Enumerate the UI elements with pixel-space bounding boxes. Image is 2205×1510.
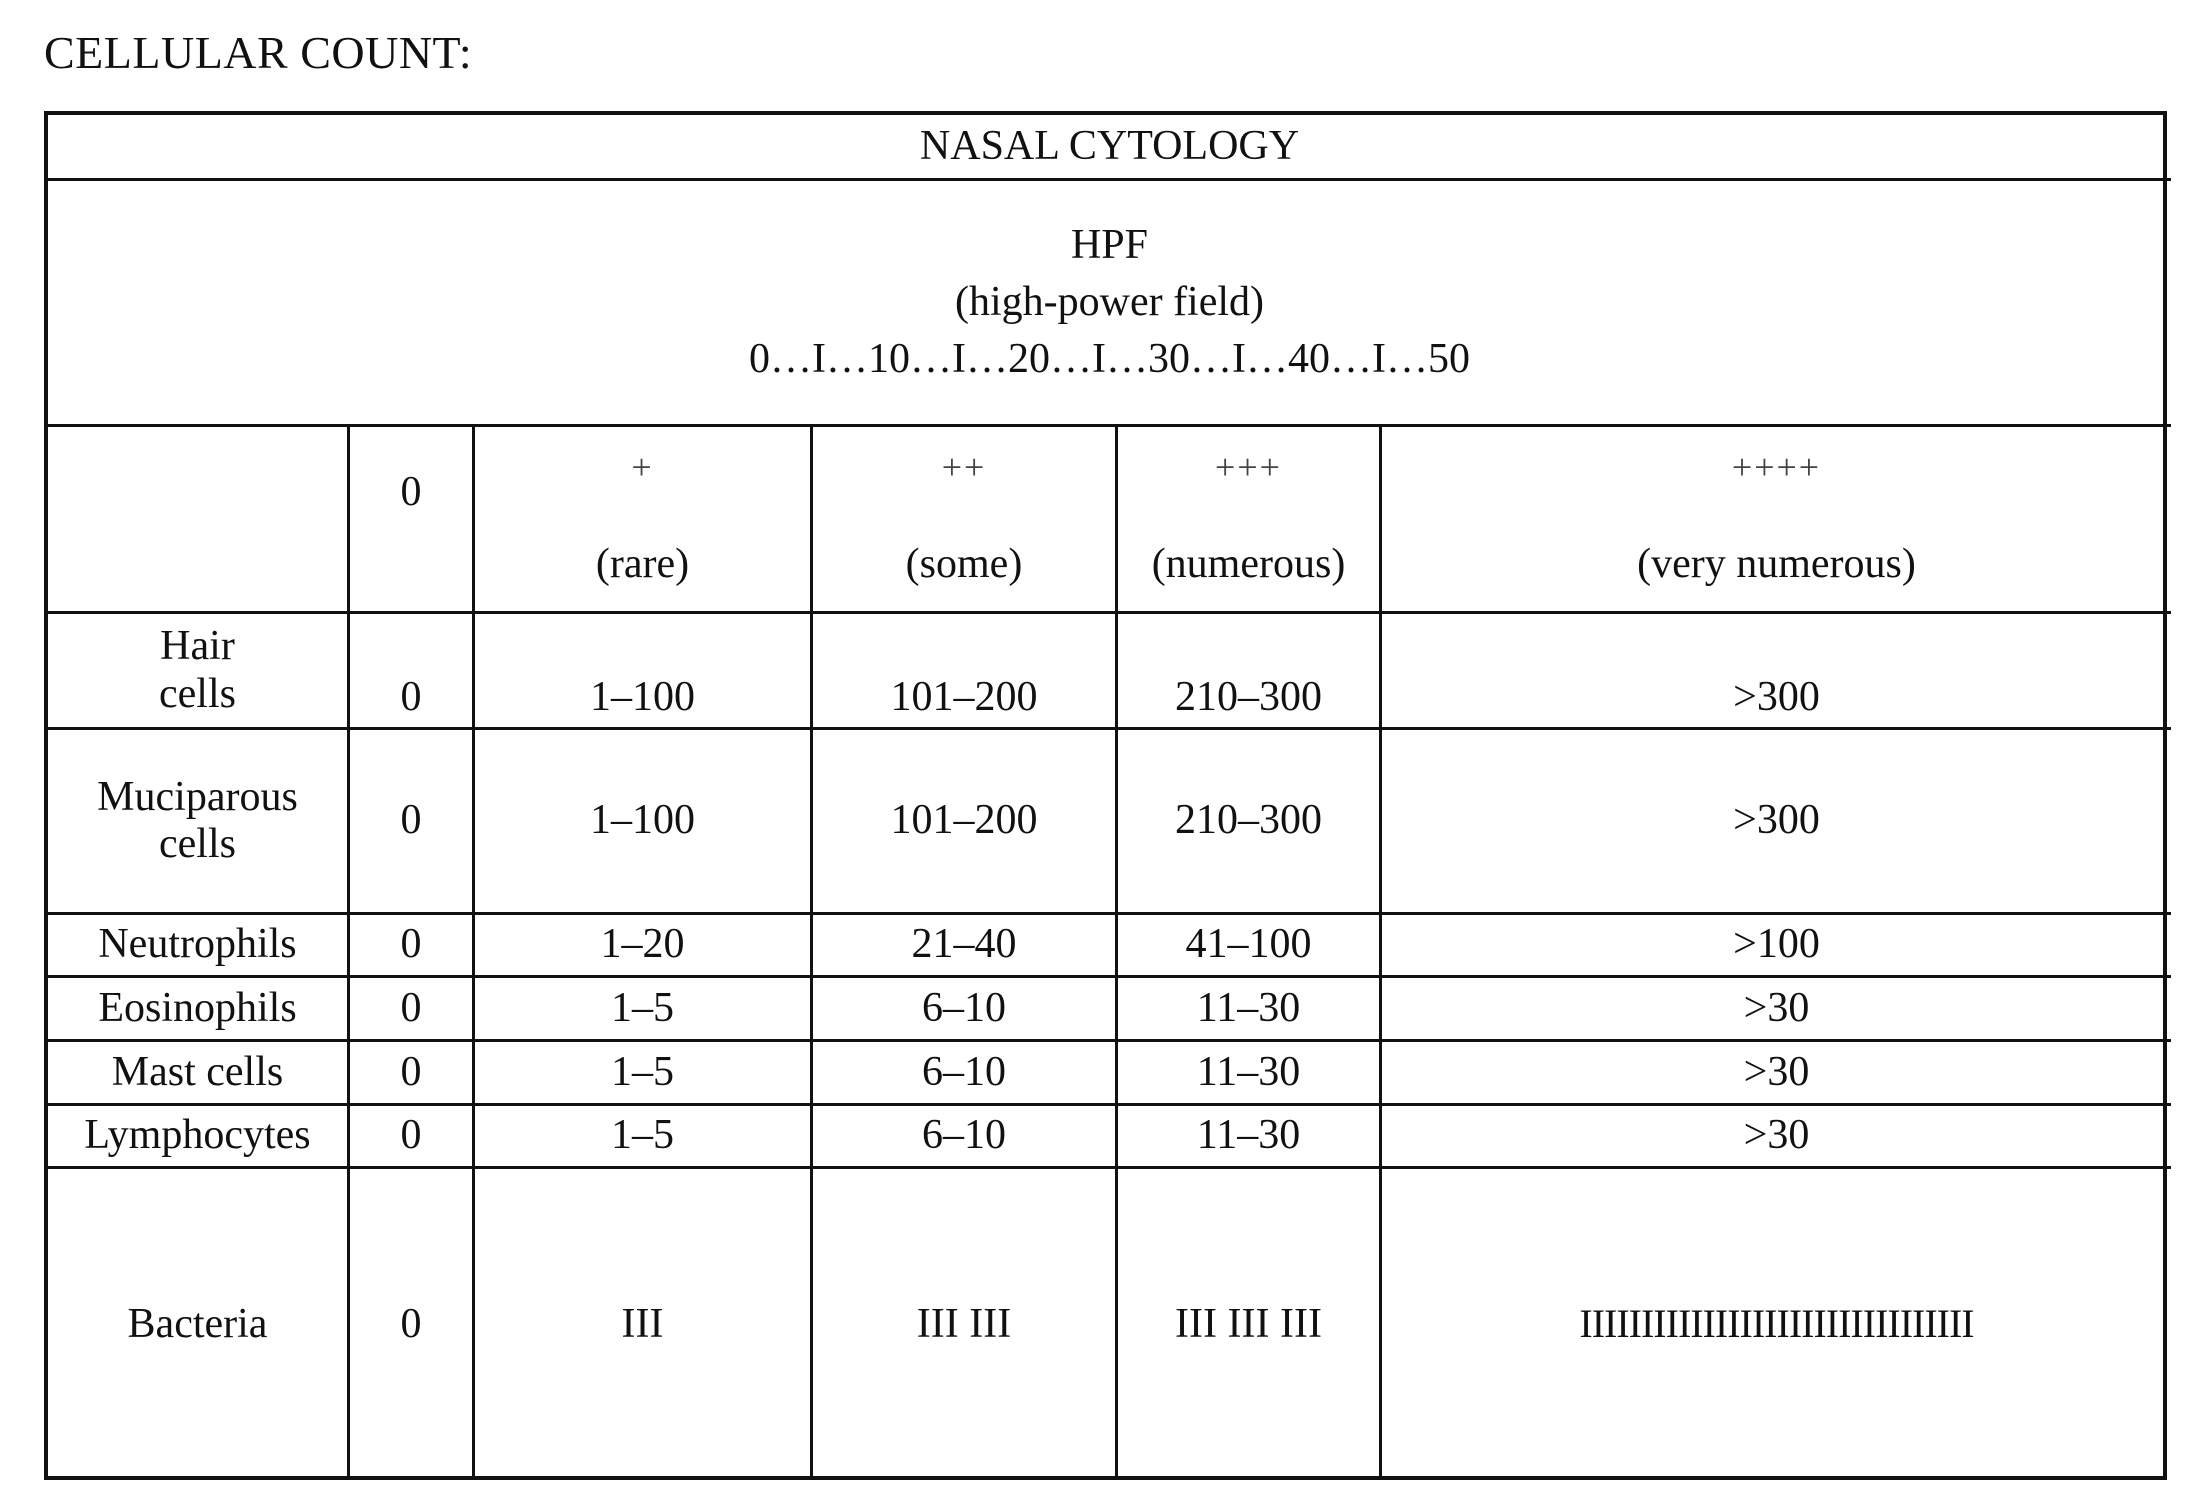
table-cell: 1–100	[475, 730, 813, 915]
table-cell: IIIIIIIIIIIIIIIIIIIIIIIIIIIIIIII	[1579, 1301, 1974, 1347]
grade-header-2	[813, 427, 1118, 614]
row-label-mast-cells: Mast cells	[48, 1042, 350, 1106]
grade-symbol: ++++	[1731, 447, 1822, 487]
grade-description: (rare)	[595, 541, 690, 587]
row-label-muciparous-cells	[48, 730, 350, 915]
table-cell: >30	[1382, 1106, 2171, 1169]
hpf-description: (high-power field)	[954, 279, 1265, 326]
table-cell: 0	[350, 915, 475, 978]
table-cell: III III	[813, 1169, 1118, 1480]
grade-header-4	[1382, 427, 2171, 614]
table-cell: >30	[1382, 1042, 2171, 1106]
row-label-hair-cells	[48, 614, 350, 730]
grade-header-0	[350, 427, 475, 614]
grade-symbol: ++	[941, 447, 987, 487]
table-cell: 1–5	[475, 1042, 813, 1106]
hpf-label: HPF	[1070, 222, 1149, 269]
table-cell: 0	[350, 1042, 475, 1106]
table-cell: 210–300	[1118, 730, 1382, 915]
page-heading: CELLULAR COUNT:	[44, 27, 473, 78]
grade-header-1	[475, 427, 813, 614]
table-cell: 101–200	[813, 614, 1118, 730]
table-cell: >300	[1382, 730, 2171, 915]
table-cell: 1–5	[475, 1106, 813, 1169]
table-cell: 0	[350, 1106, 475, 1169]
table-cell: 1–5	[475, 978, 813, 1042]
table-cell: 1–20	[475, 915, 813, 978]
row-label-line: cells	[159, 670, 236, 717]
table-cell: 0	[350, 1169, 475, 1480]
table-cell: 21–40	[813, 915, 1118, 978]
grade-description: (very numerous)	[1637, 541, 1916, 587]
row-label-line: cells	[159, 821, 236, 867]
table-cell: 6–10	[813, 978, 1118, 1042]
table-cell: >300	[1382, 614, 2171, 730]
table-cell: 11–30	[1118, 1042, 1382, 1106]
table-cell: 0	[350, 978, 475, 1042]
hpf-header	[48, 181, 2171, 427]
table-cell: 11–30	[1118, 978, 1382, 1042]
grade-description: (some)	[905, 541, 1023, 587]
grade-symbol: +++	[1215, 447, 1282, 487]
table-cell: >100	[1382, 915, 2171, 978]
table-cell: 11–30	[1118, 1106, 1382, 1169]
row-label-lymphocytes: Lymphocytes	[48, 1106, 350, 1169]
table-cell: 41–100	[1118, 915, 1382, 978]
nasal-cytology-table	[44, 111, 2167, 1480]
grade-symbol: +	[631, 447, 654, 487]
row-label-line: Muciparous	[97, 773, 298, 820]
table-cell: 0	[350, 614, 475, 730]
grade-symbol: 0	[400, 469, 422, 515]
row-label-eosinophils: Eosinophils	[48, 978, 350, 1042]
row-label-bacteria: Bacteria	[48, 1169, 350, 1480]
table-cell: 6–10	[813, 1042, 1118, 1106]
table-cell: >30	[1382, 978, 2171, 1042]
grade-header-blank	[48, 427, 350, 614]
table-cell: 0	[350, 730, 475, 915]
grade-header-3	[1118, 427, 1382, 614]
table-cell: 210–300	[1118, 614, 1382, 730]
grade-description: (numerous)	[1151, 541, 1346, 587]
table-title: NASAL CYTOLOGY	[48, 115, 2171, 181]
row-label-neutrophils: Neutrophils	[48, 915, 350, 978]
table-cell: 1–100	[475, 614, 813, 730]
table-cell: III III III	[1118, 1169, 1382, 1480]
hpf-scale: 0…I…10…I…20…I…30…I…40…I…50	[749, 335, 1470, 382]
table-cell: III	[475, 1169, 813, 1480]
table-cell: 101–200	[813, 730, 1118, 915]
table-cell: 6–10	[813, 1106, 1118, 1169]
row-label-line: Hair	[160, 623, 235, 670]
